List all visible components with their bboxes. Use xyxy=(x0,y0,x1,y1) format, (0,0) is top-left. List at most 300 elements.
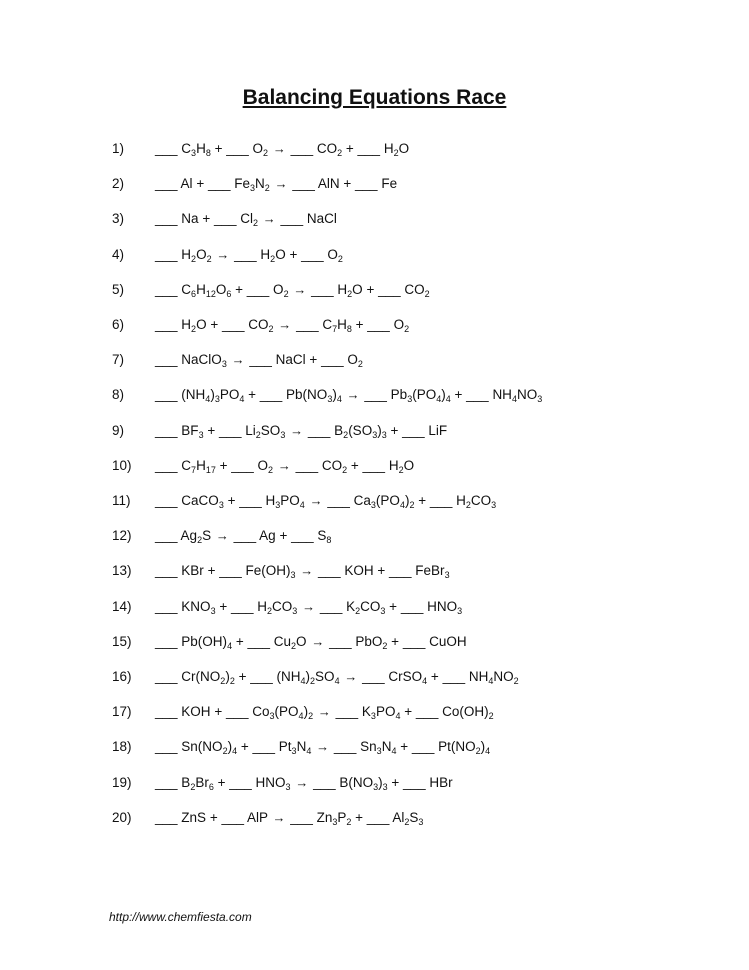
coefficient-blank[interactable]: ___ xyxy=(252,739,276,755)
formula-subscript: 4 xyxy=(436,394,442,405)
coefficient-blank[interactable]: ___ xyxy=(319,598,343,614)
formula-subscript: 2 xyxy=(191,253,197,264)
formula-subscript: 4 xyxy=(395,711,401,722)
chemical-formula: $Pb(OH)_4$ xyxy=(181,633,233,651)
plus-sign: + xyxy=(275,528,292,544)
chemical-formula: $C_7H_8$ xyxy=(322,317,352,334)
formula-subscript: 2 xyxy=(347,288,353,299)
formula-subscript: 2 xyxy=(393,148,399,158)
chemical-formula: $H_3PO_4$ xyxy=(265,493,305,510)
chemical-formula: $B_2Br_6$ xyxy=(181,774,214,792)
equation xyxy=(155,631,467,653)
formula-subscript: 12 xyxy=(205,288,216,299)
formula-subscript: 4 xyxy=(298,711,304,722)
chemical-formula: $NH_4NO_3$ xyxy=(492,387,543,405)
formula-subscript: 4 xyxy=(299,500,305,510)
coefficient-blank[interactable]: ___ xyxy=(362,457,386,473)
formula-subscript: 4 xyxy=(205,394,211,405)
equation-number: 3) xyxy=(112,211,125,227)
formula-subscript: 4 xyxy=(488,676,494,686)
chemical-formula: Ag xyxy=(259,528,276,544)
chemical-formula: CuOH xyxy=(429,633,467,649)
chemical-formula: $Zn_3P_2$ xyxy=(316,809,352,827)
formula-subscript: 2 xyxy=(342,464,348,475)
coefficient-blank[interactable]: ___ xyxy=(155,493,178,508)
formula-subscript: 2 xyxy=(220,676,226,686)
formula-subscript: 4 xyxy=(239,394,245,405)
equation-number: 18) xyxy=(112,739,132,755)
chemical-formula: $O_2$ xyxy=(327,246,343,264)
coefficient-blank[interactable]: ___ xyxy=(225,704,249,720)
formula-subscript: 4 xyxy=(399,500,405,510)
coefficient-blank[interactable]: ___ xyxy=(155,352,178,368)
plus-sign: + xyxy=(206,809,222,825)
chemical-formula: $O_2$ xyxy=(347,352,363,370)
formula-subscript: 4 xyxy=(306,746,312,757)
plus-sign: + xyxy=(387,633,403,649)
formula-subscript: 2 xyxy=(488,711,494,722)
equation-number: 10) xyxy=(112,457,132,473)
chemical-formula: $O_2$ xyxy=(257,457,274,475)
equation xyxy=(155,596,462,618)
plus-sign: + xyxy=(232,633,248,649)
coefficient-blank[interactable]: ___ xyxy=(229,774,252,790)
formula-subscript: 2 xyxy=(382,640,388,651)
chemical-formula: $Al_2S_3$ xyxy=(392,809,424,827)
equation-number: 12) xyxy=(112,528,132,544)
chemical-formula: $K_3PO_4$ xyxy=(361,704,401,722)
chemical-formula: ZnS xyxy=(181,809,207,825)
formula-subscript: 3 xyxy=(214,394,220,405)
chemical-formula: $Co(OH)_2$ xyxy=(442,704,494,722)
equation-number: 13) xyxy=(112,563,132,579)
equation-number: 20) xyxy=(112,809,132,825)
plus-sign: + xyxy=(223,493,240,508)
reaction-arrow-icon: → xyxy=(262,211,276,227)
formula-subscript: 3 xyxy=(280,429,286,440)
formula-subscript: 7 xyxy=(332,324,338,334)
reaction-arrow-icon: → xyxy=(277,457,291,473)
coefficient-blank[interactable]: ___ xyxy=(327,493,350,508)
plus-sign: + xyxy=(339,176,356,192)
chemical-formula: $H_2O$ xyxy=(181,317,207,334)
coefficient-blank[interactable]: ___ xyxy=(155,528,178,544)
coefficient-blank[interactable]: ___ xyxy=(364,387,387,403)
coefficient-blank[interactable]: ___ xyxy=(296,317,319,332)
coefficient-blank[interactable]: ___ xyxy=(402,422,425,438)
formula-subscript: 2 xyxy=(253,218,259,229)
plus-sign: + xyxy=(285,246,302,262)
plus-sign: + xyxy=(203,422,219,438)
chemical-formula: $C_3H_8$ xyxy=(181,141,211,158)
formula-subscript: 4 xyxy=(422,676,428,686)
formula-subscript: 2 xyxy=(404,324,410,334)
coefficient-blank[interactable]: ___ xyxy=(429,493,453,508)
coefficient-blank[interactable]: ___ xyxy=(221,317,245,332)
coefficient-blank[interactable]: ___ xyxy=(411,739,435,755)
chemical-formula: $Cl_2$ xyxy=(240,211,259,229)
chemical-formula: $B_2(SO_3)_3$ xyxy=(334,422,387,440)
coefficient-blank[interactable]: ___ xyxy=(155,774,178,790)
coefficient-blank[interactable]: ___ xyxy=(155,563,178,579)
formula-subscript: 6 xyxy=(191,288,197,299)
coefficient-blank[interactable]: ___ xyxy=(155,669,178,684)
coefficient-blank[interactable]: ___ xyxy=(366,809,390,825)
coefficient-blank[interactable]: ___ xyxy=(221,809,244,825)
formula-subscript: 2 xyxy=(222,746,228,757)
plus-sign: + xyxy=(206,317,222,332)
formula-subscript: 2 xyxy=(291,640,297,651)
plus-sign: + xyxy=(396,739,412,755)
reaction-arrow-icon: → xyxy=(216,246,230,262)
chemical-formula: $CO_2$ xyxy=(404,281,430,299)
chemical-formula: NaCl xyxy=(275,352,306,368)
formula-subscript: 8 xyxy=(205,148,211,158)
coefficient-blank[interactable]: ___ xyxy=(250,669,273,684)
formula-subscript: 2 xyxy=(190,781,196,792)
formula-subscript: 3 xyxy=(370,500,376,510)
chemical-formula: $(NH_4)_2SO_4$ xyxy=(276,669,340,686)
chemical-formula: $Ag_2S$ xyxy=(180,528,212,546)
coefficient-blank[interactable]: ___ xyxy=(335,704,359,720)
chemical-formula: $HNO_3$ xyxy=(255,774,291,792)
formula-subscript: 3 xyxy=(285,781,291,792)
plus-sign: + xyxy=(203,563,220,579)
equation-number: 9) xyxy=(112,422,125,438)
plus-sign: + xyxy=(414,493,430,508)
coefficient-blank[interactable]: ___ xyxy=(155,281,178,297)
reaction-arrow-icon: → xyxy=(272,141,286,156)
formula-subscript: 2 xyxy=(337,253,343,264)
coefficient-blank[interactable]: ___ xyxy=(155,387,178,403)
coefficient-blank[interactable]: ___ xyxy=(233,528,257,544)
formula-subscript: 3 xyxy=(418,816,424,827)
equation xyxy=(155,666,519,688)
formula-subscript: 2 xyxy=(267,605,273,616)
equation xyxy=(155,736,490,758)
equation-number: 2) xyxy=(112,176,125,192)
equation xyxy=(155,208,337,230)
formula-subscript: 2 xyxy=(513,676,519,686)
formula-subscript: 2 xyxy=(404,816,410,827)
equation xyxy=(155,244,343,266)
plus-sign: + xyxy=(351,809,367,825)
formula-subscript: 3 xyxy=(370,711,376,722)
plus-sign: + xyxy=(385,598,401,614)
plus-sign: + xyxy=(192,176,208,192)
plus-sign: + xyxy=(234,669,251,684)
formula-subscript: 3 xyxy=(382,781,388,792)
coefficient-blank[interactable]: ___ xyxy=(355,176,378,192)
chemical-formula: $HNO_3$ xyxy=(427,598,463,616)
formula-subscript: 3 xyxy=(457,605,463,616)
chemical-formula: $Ca_3(PO_4)_2$ xyxy=(353,493,415,510)
chemical-formula: $Cr(NO_2)_2$ xyxy=(181,669,235,686)
formula-subscript: 2 xyxy=(310,676,316,686)
coefficient-blank[interactable]: ___ xyxy=(403,774,426,790)
formula-subscript: 2 xyxy=(343,429,349,440)
formula-subscript: 4 xyxy=(232,746,238,757)
coefficient-blank[interactable]: ___ xyxy=(155,317,178,332)
equation-number: 5) xyxy=(112,281,125,297)
formula-subscript: 2 xyxy=(206,253,212,264)
coefficient-blank[interactable]: ___ xyxy=(155,422,178,438)
coefficient-blank[interactable]: ___ xyxy=(155,141,178,156)
chemical-formula: $Pt_3N_4$ xyxy=(278,739,312,757)
reaction-arrow-icon: → xyxy=(300,563,314,579)
chemical-formula: $K_2CO_3$ xyxy=(346,598,386,616)
coefficient-blank[interactable]: ___ xyxy=(290,141,314,156)
equation-number: 11) xyxy=(112,493,131,508)
chemical-formula: $Sn_3N_4$ xyxy=(360,739,397,757)
coefficient-blank[interactable]: ___ xyxy=(226,141,249,156)
coefficient-blank[interactable]: ___ xyxy=(389,563,412,579)
coefficient-blank[interactable]: ___ xyxy=(301,246,324,262)
chemical-formula: $CO_2$ xyxy=(316,141,343,158)
coefficient-blank[interactable]: ___ xyxy=(230,598,254,614)
coefficient-blank[interactable]: ___ xyxy=(357,141,381,156)
coefficient-blank[interactable]: ___ xyxy=(219,563,242,579)
coefficient-blank[interactable]: ___ xyxy=(291,528,314,544)
formula-subscript: 8 xyxy=(346,324,352,334)
coefficient-blank[interactable]: ___ xyxy=(367,317,390,332)
formula-subscript: 2 xyxy=(398,464,404,475)
coefficient-blank[interactable]: ___ xyxy=(155,176,178,192)
formula-subscript: 3 xyxy=(376,746,382,757)
chemical-formula: $H_2CO_3$ xyxy=(456,493,497,510)
chemical-formula: NaClO$_3$ xyxy=(181,352,227,370)
page-title: Balancing Equations Race xyxy=(242,86,507,109)
chemical-formula: $(NH_4)_3PO_4$ xyxy=(181,387,245,405)
chemical-formula: KOH xyxy=(344,563,374,579)
coefficient-blank[interactable]: ___ xyxy=(249,352,272,368)
coefficient-blank[interactable]: ___ xyxy=(280,211,304,227)
equation xyxy=(155,455,414,477)
plus-sign: + xyxy=(427,669,443,684)
coefficient-blank[interactable]: ___ xyxy=(307,422,331,438)
coefficient-blank[interactable]: ___ xyxy=(155,211,178,227)
coefficient-blank[interactable]: ___ xyxy=(155,704,178,720)
formula-subscript: 4 xyxy=(485,746,491,757)
coefficient-blank[interactable]: ___ xyxy=(378,281,401,297)
coefficient-blank[interactable]: ___ xyxy=(155,739,178,755)
chemical-formula: $H_2O$ xyxy=(337,281,363,299)
plus-sign: + xyxy=(400,704,416,720)
formula-subscript: 3 xyxy=(327,394,333,405)
coefficient-blank[interactable]: ___ xyxy=(207,176,231,192)
chemical-formula: $NH_4NO_2$ xyxy=(468,669,519,686)
formula-subscript: 2 xyxy=(255,429,261,440)
chemical-formula: KBr xyxy=(181,563,204,579)
chemical-formula: CaCO$_3$ xyxy=(181,493,224,510)
formula-subscript: 8 xyxy=(326,535,332,546)
plus-sign: + xyxy=(198,211,214,227)
plus-sign: + xyxy=(215,457,232,473)
reaction-arrow-icon: → xyxy=(231,352,245,368)
chemical-formula: $CO_2$ xyxy=(321,457,348,475)
formula-subscript: 3 xyxy=(275,500,281,510)
formula-subscript: 3 xyxy=(444,570,450,581)
formula-subscript: 3 xyxy=(250,183,256,194)
chemical-formula: NaCl xyxy=(306,211,337,227)
chemical-formula: $H_2O$ xyxy=(383,141,410,158)
coefficient-blank[interactable]: ___ xyxy=(155,809,178,825)
formula-subscript: 2 xyxy=(337,148,343,158)
chemical-formula: Fe xyxy=(381,176,398,192)
equation xyxy=(155,490,496,512)
coefficient-blank[interactable]: ___ xyxy=(155,633,178,649)
formula-subscript: 6 xyxy=(226,288,232,299)
plus-sign: + xyxy=(386,422,403,438)
formula-subscript: 7 xyxy=(191,464,197,475)
formula-subscript: 3 xyxy=(198,429,204,440)
chemical-formula: $Co_3(PO_4)_2$ xyxy=(252,704,314,722)
coefficient-blank[interactable]: ___ xyxy=(321,352,344,368)
chemical-formula: AlP xyxy=(247,809,268,825)
equation-number: 19) xyxy=(112,774,132,790)
formula-subscript: 2 xyxy=(357,359,363,370)
plus-sign: + xyxy=(373,563,389,579)
chemical-formula: $O_2$ xyxy=(273,281,289,299)
reaction-arrow-icon: → xyxy=(293,281,307,297)
coefficient-blank[interactable]: ___ xyxy=(290,809,313,825)
chemical-formula: $Fe(OH)_3$ xyxy=(245,563,296,581)
chemical-formula: $O_2$ xyxy=(252,141,269,158)
coefficient-blank[interactable]: ___ xyxy=(247,633,270,649)
formula-subscript: 2 xyxy=(197,535,203,546)
coefficient-blank[interactable]: ___ xyxy=(239,493,262,508)
formula-subscript: 2 xyxy=(346,816,352,827)
coefficient-blank[interactable]: ___ xyxy=(295,457,319,473)
chemical-formula: $H_2CO_3$ xyxy=(257,598,298,616)
chemical-formula: HBr xyxy=(429,774,453,790)
chemical-formula: Al xyxy=(180,176,193,192)
chemical-formula: $Pb_3(PO_4)_4$ xyxy=(390,387,451,405)
formula-subscript: 4 xyxy=(445,394,451,405)
chemical-formula: $Pt(NO_2)_4$ xyxy=(438,739,491,757)
reaction-arrow-icon: → xyxy=(272,809,286,825)
coefficient-blank[interactable]: ___ xyxy=(466,387,489,403)
formula-subscript: 4 xyxy=(391,746,397,757)
footer-url[interactable]: http://www.chemfiesta.com xyxy=(109,910,252,924)
coefficient-blank[interactable]: ___ xyxy=(231,457,254,473)
plus-sign: + xyxy=(342,141,358,156)
chemical-formula: $C_6H_{12}O_6$ xyxy=(181,281,232,299)
equation xyxy=(155,138,409,160)
chemical-formula: $O_2$ xyxy=(393,317,410,334)
plus-sign: + xyxy=(362,281,379,297)
equation-number: 7) xyxy=(112,352,125,368)
plus-sign: + xyxy=(244,387,260,403)
equation xyxy=(155,560,450,582)
formula-subscript: 4 xyxy=(511,394,517,405)
chemical-formula: KOH xyxy=(181,704,211,720)
formula-subscript: 3 xyxy=(292,605,298,616)
coefficient-blank[interactable]: ___ xyxy=(218,422,242,438)
coefficient-blank[interactable]: ___ xyxy=(155,598,178,614)
coefficient-blank[interactable]: ___ xyxy=(362,669,385,684)
coefficient-blank[interactable]: ___ xyxy=(311,281,334,297)
coefficient-blank[interactable]: ___ xyxy=(155,457,178,473)
formula-subscript: 4 xyxy=(336,394,342,405)
coefficient-blank[interactable]: ___ xyxy=(213,211,237,227)
equation xyxy=(155,279,430,301)
formula-subscript: 4 xyxy=(334,676,340,686)
chemical-formula: $S_8$ xyxy=(317,528,332,546)
coefficient-blank[interactable]: ___ xyxy=(415,704,439,720)
equation-number: 8) xyxy=(112,387,125,403)
formula-subscript: 3 xyxy=(269,711,275,722)
chemical-formula: $BF_3$ xyxy=(181,422,204,440)
chemical-formula: PbO$_2$ xyxy=(355,633,388,651)
coefficient-blank[interactable]: ___ xyxy=(329,633,352,649)
equation-number: 1) xyxy=(112,141,125,156)
coefficient-blank[interactable]: ___ xyxy=(313,774,336,790)
coefficient-blank[interactable]: ___ xyxy=(259,387,283,403)
coefficient-blank[interactable]: ___ xyxy=(402,633,426,649)
chemical-formula: $H_2O_2$ xyxy=(181,246,212,264)
equation xyxy=(155,173,397,195)
coefficient-blank[interactable]: ___ xyxy=(333,739,357,755)
plus-sign: + xyxy=(351,317,368,332)
coefficient-blank[interactable]: ___ xyxy=(442,669,466,684)
chemical-formula: $KNO_3$ xyxy=(181,598,216,616)
plus-sign: + xyxy=(210,704,226,720)
formula-subscript: 3 xyxy=(372,429,378,440)
formula-subscript: 6 xyxy=(208,781,214,792)
formula-subscript: 2 xyxy=(270,253,276,264)
reaction-arrow-icon: → xyxy=(316,739,330,755)
plus-sign: + xyxy=(231,281,247,297)
reaction-arrow-icon: → xyxy=(290,422,304,438)
plus-sign: + xyxy=(387,774,404,790)
chemical-formula: $H_2O$ xyxy=(388,457,415,475)
reaction-arrow-icon: → xyxy=(302,598,316,614)
chemical-formula: LiF xyxy=(428,422,448,438)
chemical-formula: $Li_2SO_3$ xyxy=(245,422,286,440)
plus-sign: + xyxy=(450,387,467,403)
reaction-arrow-icon: → xyxy=(278,317,292,332)
chemical-formula: $Fe_3N_2$ xyxy=(234,176,270,194)
formula-subscript: 3 xyxy=(537,394,543,405)
equation xyxy=(155,314,409,336)
coefficient-blank[interactable]: ___ xyxy=(246,281,270,297)
plus-sign: + xyxy=(213,774,230,790)
reaction-arrow-icon: → xyxy=(346,387,360,403)
formula-subscript: 3 xyxy=(332,816,338,827)
coefficient-blank[interactable]: ___ xyxy=(318,563,341,579)
formula-subscript: 2 xyxy=(308,711,314,722)
equation xyxy=(155,807,423,829)
formula-subscript: 3 xyxy=(221,359,227,370)
coefficient-blank[interactable]: ___ xyxy=(292,176,315,192)
formula-subscript: 2 xyxy=(264,183,270,194)
equation-number: 15) xyxy=(112,633,132,649)
formula-subscript: 2 xyxy=(191,324,197,334)
chemical-formula: $B(NO_3)_3$ xyxy=(339,774,388,792)
coefficient-blank[interactable]: ___ xyxy=(400,598,424,614)
chemical-formula: AlN xyxy=(317,176,340,192)
formula-subscript: 4 xyxy=(300,676,306,686)
equation-number: 16) xyxy=(112,669,132,684)
coefficient-blank[interactable]: ___ xyxy=(234,246,257,262)
formula-subscript: 3 xyxy=(407,394,413,405)
chemical-formula: CrSO$_4$ xyxy=(388,669,428,686)
coefficient-blank[interactable]: ___ xyxy=(155,246,178,262)
chemical-formula: $Pb(NO_3)_4$ xyxy=(286,387,342,405)
equation-number: 14) xyxy=(112,598,132,614)
plus-sign: + xyxy=(237,739,253,755)
